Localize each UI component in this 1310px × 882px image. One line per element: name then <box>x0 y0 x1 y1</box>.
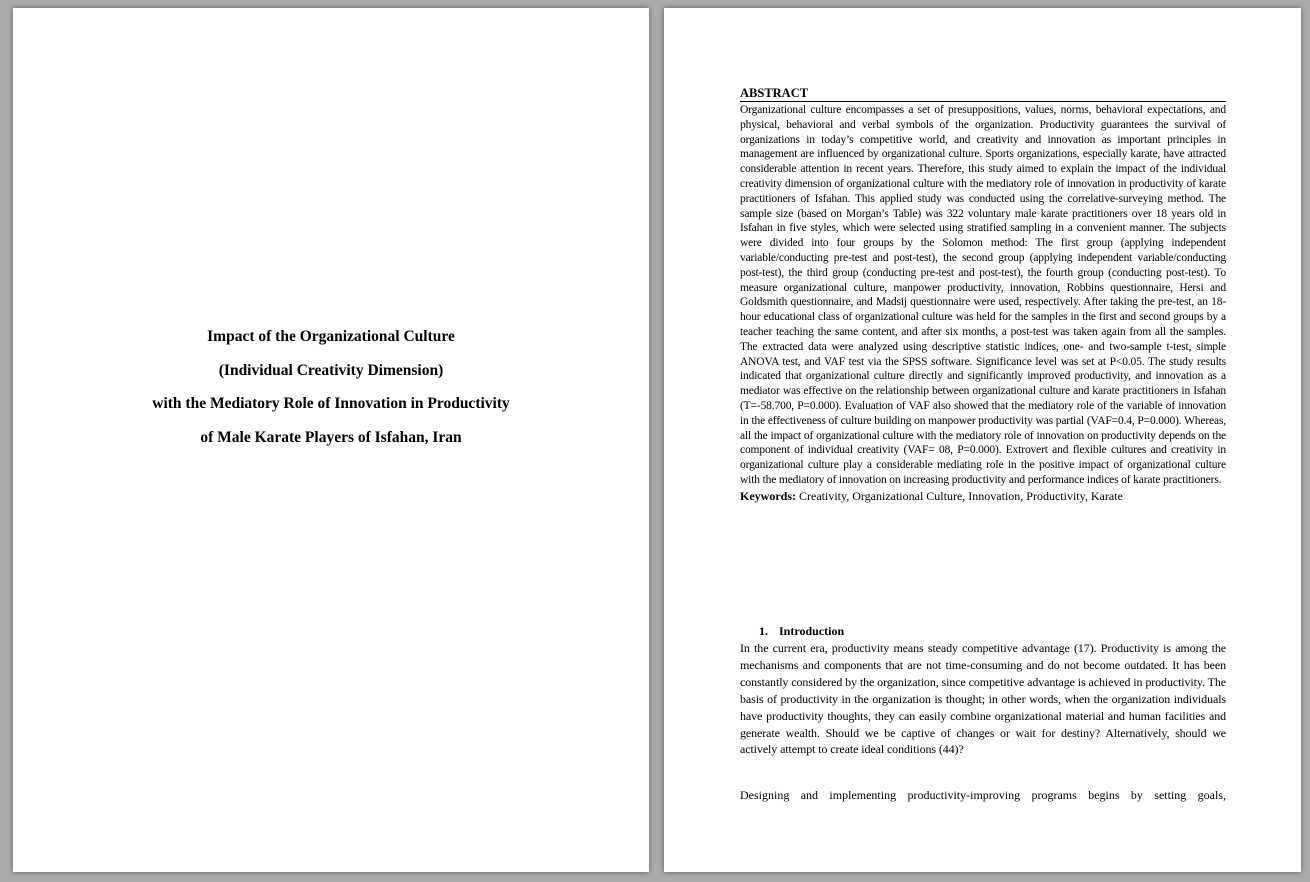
section-number: 1. <box>759 624 768 638</box>
introduction-heading <box>759 623 844 639</box>
introduction-paragraph-1: In the current era, productivity means steady competitive advantage (17). Productivity is among the mechanisms and components that are not time-consuming and do not become outdated. It has been constantly considered by the organization, since competitive advantage is achieved in productivity. The basis of productivity in the organization is thought; in other words, when the organization individuals have productivity thoughts, they can easily combine organizational material and human facilities and generate wealth. Should we be captive of changes or wait for destiny? Alternatively, should we actively attempt to create ideal conditions (44)? <box>740 641 1226 757</box>
abstract-heading: ABSTRACT <box>740 86 1226 102</box>
document-title <box>13 320 649 454</box>
title-line-1: Impact of the Organizational Culture <box>207 328 455 345</box>
keywords-list: Creativity, Organizational Culture, Innovation, Productivity, Karate <box>799 488 1123 503</box>
abstract-body: Organizational culture encompasses a set of presuppositions, values, norms, behavioral expectations, and physical, behavioral and verbal symbols of the organization. Productivity guarantees the survival of organizations in today’s competitive world, and creativity and innovation as important principles in management are influenced by organizational culture. Sports organizations, especially karate, have attracted considerable attention in recent years. Therefore, this study aimed to explain the impact of the individual creativity dimension of organizational culture with the mediatory role of innovation in productivity of karate practitioners of Isfahan. This applied study was conducted using the correlative-surveying method. The sample size (based on Morgan’s Table) was 322 voluntary male karate practitioners over 18 years old in Isfahan in five styles, which were selected using stratified sampling in a convenient manner. The subjects were divided into four groups by the Solomon method: The first group (applying independent variable/conducting pre-test and post-test), the second group (applying independent variable/conducting post-test), the third group (conducting pre-test and post-test), the fourth group (conducting post-test). To measure organizational culture, manpower productivity, innovation, Robbins questionnaire, Hersi and Goldsmith questionnaire, and Madsij questionnaire were used, respectively. After taking the pre-test, an 18-hour educational class of organizational culture was held for the samples in the first and second groups by a teacher teaching the same content, and after six months, a post-test was taken again from all the samples. The extracted data were analyzed using descriptive statistic indices, one- and two-sample t-test, simple ANOVA test, and VAF test via the SPSS software. Significance level was set at P<0.05. The study results indicated that organizational culture directly and significantly improved productivity, and innovation as a mediator was effective on the relationship between organizational culture and karate practitioners in Isfahan (T=-58.700, P=0.000). Evaluation of VAF also showed that the mediatory role of the variable of innovation in the effectiveness of culture building on manpower productivity was partial (VAF=0.4, P=0.000). Whereas, all the impact of organizational culture with the mediatory role of innovation on productivity depends on the component of individual creativity (VAF= 08, P=0.000). Extrovert and flexible cultures and creativity in organizational culture play a considerable mediating role in the positive impact of organizational culture with the mediatory of innovation on increasing productivity and performance indices of karate practitioners. <box>740 104 1226 486</box>
introduction-paragraph-2: Designing and implementing productivity-improving programs begins by setting goals, <box>740 788 1226 802</box>
title-page <box>13 8 649 872</box>
title-line-4: of Male Karate Players of Isfahan, Iran <box>200 428 462 446</box>
title-line-2: (Individual Creativity Dimension) <box>218 361 444 379</box>
keywords-line <box>740 489 1226 504</box>
title-line-3: with the Mediatory Role of Innovation in Productivity <box>152 395 510 412</box>
section-title: Introduction <box>779 624 845 638</box>
abstract-page <box>664 8 1301 872</box>
keywords-label: Keywords: <box>740 488 796 503</box>
abstract-section <box>740 86 1226 504</box>
